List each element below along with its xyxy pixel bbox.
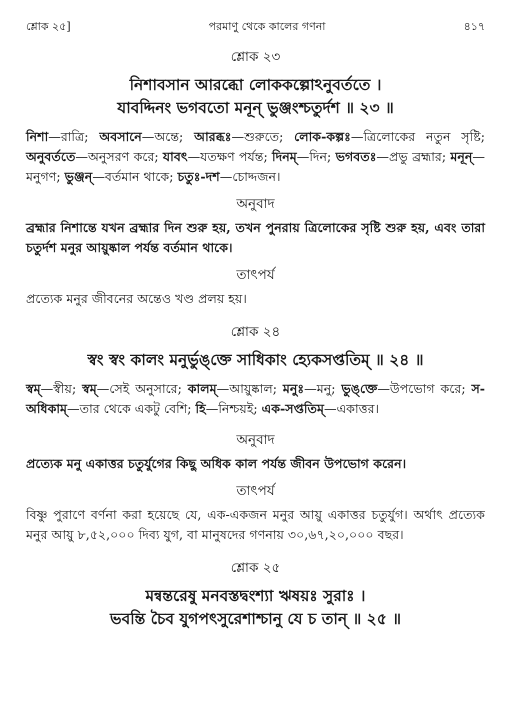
verse-25-line-1: মন্বন্তরেষু মনবস্তদ্বংশ্যা ঋষয়ঃ সুরাঃ । bbox=[145, 586, 366, 605]
sanskrit-term: স্বম্ bbox=[26, 381, 41, 396]
term-meaning: —একাত্তর। bbox=[323, 401, 380, 416]
sanskrit-term: যাবৎ bbox=[162, 149, 188, 164]
term-meaning: —ত্রিলোকের নতুন সৃষ্টি; bbox=[350, 129, 485, 144]
term-meaning: —উপভোগ করে; bbox=[377, 381, 472, 396]
verse-24-translation-heading: অনুবাদ bbox=[236, 432, 275, 448]
term-meaning: —মনুগণ; bbox=[26, 149, 485, 184]
term-meaning: —চোদ্দজন। bbox=[219, 169, 281, 184]
term-meaning: —যতক্ষণ পর্যন্ত; bbox=[187, 149, 272, 164]
page-number: ৪১৭ bbox=[463, 20, 485, 33]
sanskrit-term: ভগবতঃ bbox=[335, 149, 377, 164]
term-meaning: —মনু; bbox=[304, 381, 342, 396]
term-meaning: —নিশ্চয়ই; bbox=[205, 401, 262, 416]
verse-23-purport-heading: তাৎপর্য bbox=[236, 267, 275, 283]
term-meaning: —বর্তমান থাকে; bbox=[92, 169, 178, 184]
verse-23-word-meanings bbox=[26, 127, 485, 187]
verse-23-translation-heading: অনুবাদ bbox=[236, 196, 275, 212]
term-meaning: —প্রভু ব্রহ্মার; bbox=[376, 149, 451, 164]
running-header bbox=[26, 18, 485, 37]
verse-23-translation: ব্রহ্মার নিশান্তে যখন ব্রহ্মার দিন শুরু হয়, তখন পুনরায় ত্রিলোকের সৃষ্টি শুরু হয়, এবং তারা চতুর্দশ মনুর আয়ুষ্কাল পর্যন্ত বর্তমান থাকে। bbox=[26, 220, 485, 255]
verse-24-purport: বিষ্ণু পুরাণে বর্ণনা করা হয়েছে যে, এক-একজন মনুর আয়ু একাত্তর চতুর্যুগ। অর্থাৎ প্রত্যেক মনুর আয়ু ৮,৫২,০০০ দিব্য যুগ, বা মানুষদের গণনায় ৩০,৬৭,২০,০০০ বছর। bbox=[26, 507, 485, 542]
term-meaning: —স্বীয়; bbox=[40, 381, 83, 396]
verse-23-line-2: যাবদ্দিনং ভগবতো মনূন্ ভুঞ্জংশ্চতুর্দশ ॥ ২৩ ॥ bbox=[117, 98, 394, 117]
sanskrit-term: মনুঃ bbox=[282, 381, 305, 396]
sanskrit-term: স্বম্ bbox=[82, 381, 97, 396]
term-meaning: —রাত্রি; bbox=[48, 129, 100, 144]
sanskrit-term: ভুঞ্জন্ bbox=[64, 169, 93, 184]
sanskrit-term: চতুঃ-দশ bbox=[177, 169, 220, 184]
sanskrit-term: অনুবর্ততে bbox=[26, 149, 76, 164]
sanskrit-term: নিশা bbox=[26, 129, 49, 144]
sanskrit-term: কালম্ bbox=[187, 381, 217, 396]
verse-24-purport-heading: তাৎপর্য bbox=[236, 483, 275, 499]
term-meaning: —শুরুতে; bbox=[231, 129, 295, 144]
sanskrit-term: এক-সপ্ততিম্ bbox=[261, 401, 324, 416]
sanskrit-term: স-অধিকাম্ bbox=[26, 381, 485, 416]
verse-23-title: শ্লোক ২৩ bbox=[230, 49, 281, 65]
term-meaning: —আয়ুষ্কাল; bbox=[216, 381, 283, 396]
verse-24-line-1: স্বং স্বং কালং মনুর্ভুঙ্‌ক্তে সাধিকাং হ্যেকসপ্ততিম্ ॥ ২৪ ॥ bbox=[87, 350, 424, 369]
sanskrit-term: আরব্ধঃ bbox=[194, 129, 232, 144]
term-meaning: —দিন; bbox=[296, 149, 336, 164]
sanskrit-term: হি bbox=[195, 401, 206, 416]
sanskrit-term: ভুঙ্‌ক্তে bbox=[341, 381, 378, 396]
verse-25-line-2: ভবন্তি চৈব যুগপৎসুরেশাশ্চানু যে চ তান্ ॥ ২৫ ॥ bbox=[110, 609, 401, 628]
header-verse-ref: শ্লোক ২৫] bbox=[26, 20, 71, 33]
verse-23-line-1: নিশাবসান আরব্ধো লোককল্পোঽনুবর্ততে । bbox=[129, 75, 382, 94]
header-chapter-title: পরমাণু থেকে কালের গণনা bbox=[208, 20, 326, 33]
term-meaning: —তার থেকে একটু বেশি; bbox=[67, 401, 196, 416]
verse-24-title: শ্লোক ২৪ bbox=[230, 324, 281, 340]
term-meaning: —অনুসরণ করে; bbox=[75, 149, 163, 164]
verse-25-title: শ্লোক ২৫ bbox=[230, 560, 281, 576]
term-meaning: —সেই অনুসারে; bbox=[96, 381, 188, 396]
term-meaning: —অন্তে; bbox=[141, 129, 195, 144]
sanskrit-term: অবসানে bbox=[99, 129, 142, 144]
verse-24-translation: প্রত্যেক মনু একাত্তর চতুর্যুগের কিছু অধিক কাল পর্যন্ত জীবন উপভোগ করেন। bbox=[26, 456, 407, 471]
sanskrit-term: মনূন্ bbox=[450, 149, 473, 164]
sanskrit-term: লোক-কল্পঃ bbox=[294, 129, 351, 144]
verse-24-word-meanings bbox=[26, 379, 485, 419]
sanskrit-term: দিনম্ bbox=[271, 149, 297, 164]
verse-23-purport: প্রত্যেক মনুর জীবনের অন্তেও খণ্ড প্রলয় হয়। bbox=[26, 291, 247, 306]
